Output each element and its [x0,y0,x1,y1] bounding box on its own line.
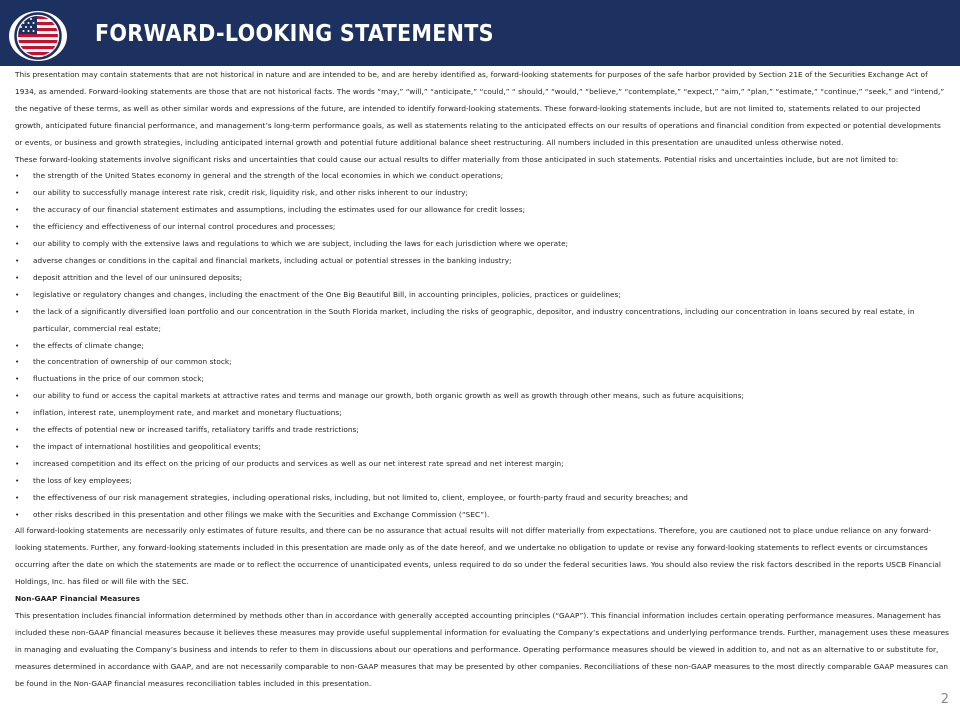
risk-list-item: • fluctuations in the price of our common stock; [15,371,949,388]
page-number: 2 [940,692,949,707]
non-gaap-heading: Non-GAAP Financial Measures [15,594,141,604]
risk-list-item: • increased competition and its effect on the pricing of our products and services as well as our net interest rate spread and net interest margin; [15,456,949,473]
us-flag-logo-icon [8,10,68,62]
risk-list-item: • the effects of potential new or increased tariffs, retaliatory tariffs and trade restrictions; [15,422,949,439]
risks-intro-paragraph: These forward-looking statements involve significant risks and uncertainties that could cause our actual results to differ materially from those anticipated in such statements. Potential risks and uncertainties include, but are not limited to: [15,154,899,164]
disclaimer-content [15,67,949,693]
risk-list-item: • the concentration of ownership of our common stock; [15,354,949,371]
risk-list-item: • our ability to fund or access the capital markets at attractive rates and terms and manage our growth, both organic growth as well as growth through other means, such as future acquisitions; [15,388,949,405]
page-title: FORWARD-LOOKING STATEMENTS [95,21,494,47]
risk-list [15,168,949,523]
risk-list-item: • legislative or regulatory changes and changes, including the enactment of the One Big Beautiful Bill, in accounting principles, policies, practices or guidelines; [15,287,949,304]
risk-list-item: • the accuracy of our financial statement estimates and assumptions, including the estimates used for our allowance for credit losses; [15,202,949,219]
risk-list-item: • the strength of the United States economy in general and the strength of the local economies in which we conduct operations; [15,168,949,185]
risk-list-item: • deposit attrition and the level of our uninsured deposits; [15,270,949,287]
risk-list-item: • inflation, interest rate, unemployment rate, and market and monetary fluctuations; [15,405,949,422]
risk-list-item: • the efficiency and effectiveness of our internal control procedures and processes; [15,219,949,236]
risk-list-item: • our ability to successfully manage interest rate risk, credit risk, liquidity risk, and other risks inherent to our industry; [15,185,949,202]
risk-list-item: • the effectiveness of our risk management strategies, including operational risks, including, but not limited to, client, employee, or fourth-party fraud and security breaches; and [15,490,949,507]
risk-list-item: • the impact of international hostilities and geopolitical events; [15,439,949,456]
closing-paragraph: All forward-looking statements are necessarily only estimates of future results, and there can be no assurance that actual results will not differ materially from expectations. Therefore, you are cautioned not to place undue reliance on any forward-looking statements. Further, any forward-looking statements included in this presentation are made only as of the date hereof, and we undertake no obligation to update or revise any forward-looking statements to reflect events or circumstances occurring after the date on which the statements are made or to reflect the occurrence of unanticipated events, unless required to do so under the federal securities laws. You should also review the risk factors described in the reports USCB Financial Holdings, Inc. has filed or will file with the SEC. [15,526,941,587]
risk-list-item: • the loss of key employees; [15,473,949,490]
risk-list-item: • our ability to comply with the extensive laws and regulations to which we are subject, including the laws for each jurisdiction where we operate; [15,236,949,253]
risk-list-item: • other risks described in this presentation and other filings we make with the Securities and Exchange Commission (“SEC”). [15,507,949,524]
intro-paragraph: This presentation may contain statements that are not historical in nature and are intended to be, and are hereby identified as, forward-looking statements for purposes of the safe harbor provided by Section 21E of the Securities Exchange Act of 1934, as amended. Forward-looking statements are those that are not historical facts. The words “may,” “will,” “anticipate,” “could,” “ should,” “would,” “believe,” “contemplate,” “expect,” “aim,” “plan,” “estimate,” “continue,” “seek,” and “intend,” the negative of these terms, as well as other similar words and expressions of the future, are intended to identify forward-looking statements. These forward-looking statements include, but are not limited to, statements related to our projected growth, anticipated future financial performance, and management’s long-term performance goals, as well as statements relating to the anticipated effects on our results of operations and financial condition from expected or potential developments or events, or business and growth strategies, including anticipated internal growth and potential future additional balance sheet restructuring. All numbers included in this presentation are unaudited unless otherwise noted. [15,70,945,147]
risk-list-item: • adverse changes or conditions in the capital and financial markets, including actual or potential stresses in the banking industry; [15,253,949,270]
risk-list-item: • the effects of climate change; [15,338,949,355]
header-bar [0,0,960,66]
non-gaap-paragraph: This presentation includes financial information determined by methods other than in accordance with generally accepted accounting principles (“GAAP”). This financial information includes certain operating performance measures. Management has included these non-GAAP financial measures because it believes these measures may provide useful supplemental information for evaluating the Company’s expectations and underlying performance trends. Further, management uses these measures in managing and evaluating the Company’s business and intends to refer to them in discussions about our operations and performance. Operating performance measures should be viewed in addition to, and not as an alternative to or substitute for, measures determined in accordance with GAAP, and are not necessarily comparable to non-GAAP measures that may be presented by other companies. Reconciliations of these non-GAAP measures to the most directly comparable GAAP measures can be found in the Non-GAAP financial measures reconciliation tables included in this presentation. [15,611,949,688]
risk-list-item: • the lack of a significantly diversified loan portfolio and our concentration in the South Florida market, including the risks of geographic, depositor, and industry concentrations, including our concentration in loans secured by real estate, in particular, commercial real estate; [15,304,949,338]
